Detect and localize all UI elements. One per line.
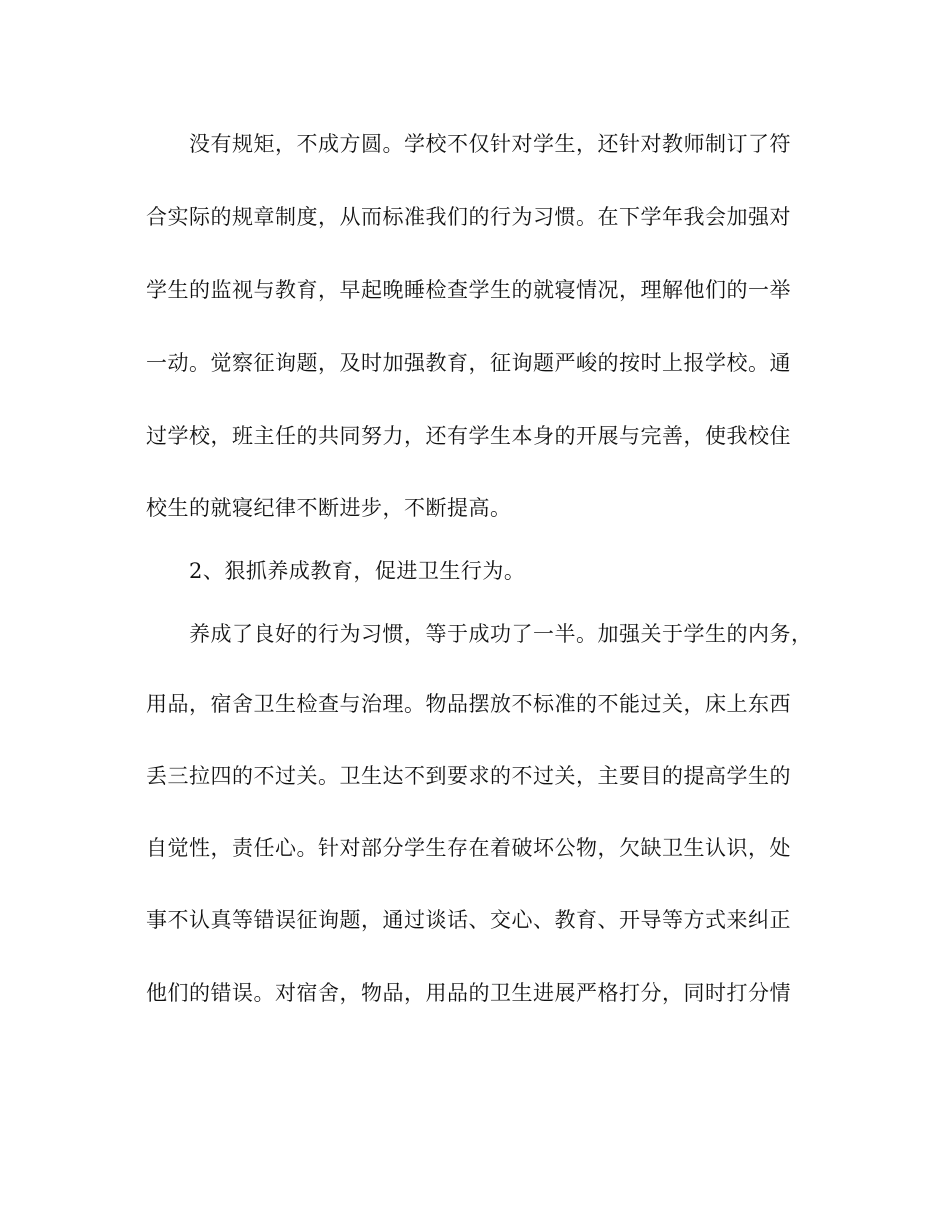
text-line: 一动。觉察征询题，及时加强教育，征询题严峻的按时上报学校。通 (146, 351, 791, 375)
text-line: 没有规矩，不成方圆。学校不仅针对学生，还针对教师制订了符 (189, 132, 791, 156)
text-line: 事不认真等错误征询题，通过谈话、交心、教育、开导等方式来纠正 (146, 908, 791, 932)
text-line: 自觉性，责任心。针对部分学生存在着破坏公物，欠缺卫生认识，处 (146, 836, 791, 860)
text-line: 过学校，班主任的共同努力，还有学生本身的开展与完善，使我校住 (146, 424, 791, 448)
section-heading: 2、狠抓养成教育，促进卫生行为。 (189, 559, 526, 583)
text-line: 养成了良好的行为习惯，等于成功了一半。加强关于学生的内务， (189, 622, 813, 646)
text-line: 校生的就寝纪律不断进步，不断提高。 (146, 496, 512, 520)
text-line: 丢三拉四的不过关。卫生达不到要求的不过关，主要目的提高学生的 (146, 764, 791, 788)
text-line: 他们的错误。对宿舍，物品，用品的卫生进展严格打分，同时打分情 (146, 981, 791, 1005)
text-line: 合实际的规章制度，从而标准我们的行为习惯。在下学年我会加强对 (146, 205, 791, 229)
text-line: 用品，宿舍卫生检查与治理。物品摆放不标准的不能过关，床上东西 (146, 692, 791, 716)
text-line: 学生的监视与教育，早起晚睡检查学生的就寝情况，理解他们的一举 (146, 278, 791, 302)
